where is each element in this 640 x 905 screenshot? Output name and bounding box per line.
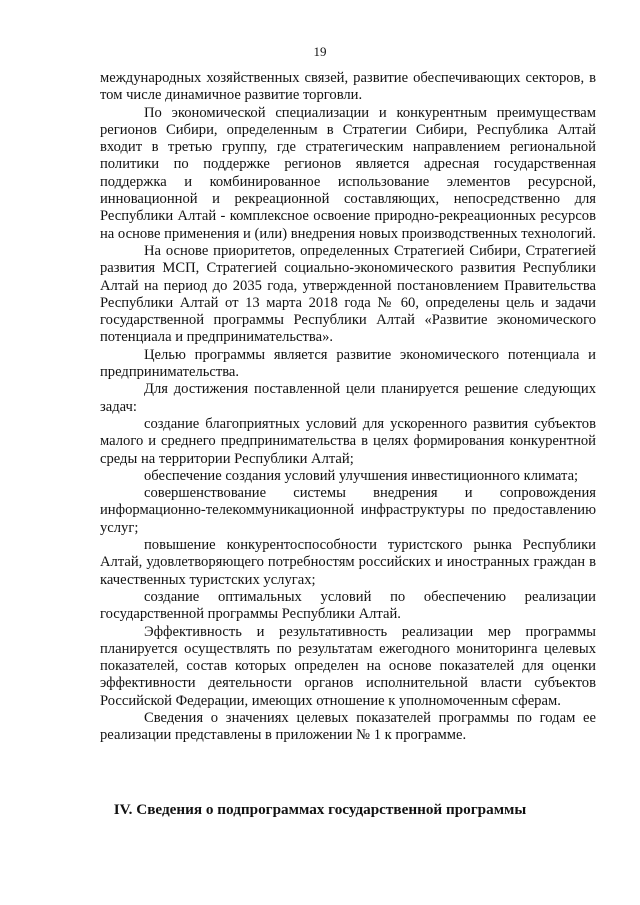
task-item-3: совершенствование системы внедрения и сопровождения информационно-телекоммуникационной инфраструктуры по предоставлению услуг; — [100, 485, 596, 536]
section-heading: IV. Сведения о подпрограммах государственной программы — [113, 801, 527, 818]
paragraph-indicators: Сведения о значениях целевых показателей программы по годам ее реализации представлены в приложении № 1 к программе. — [100, 709, 596, 744]
paragraph-3: На основе приоритетов, определенных Стратегией Сибири, Стратегией развития МСП, Стратегией социально-экономического развития Республики Алтай на период до 2035 года, утвержденной постановлением Правительства Республики Алтай от 13 марта 2018 года № 60, определены цель и задачи государственной программы Республики Алтай «Развитие экономического потенциала и предпринимательства». — [100, 242, 596, 346]
paragraph-1: международных хозяйственных связей, развитие обеспечивающих секторов, в том числе динамичное развитие торговли. — [100, 70, 596, 104]
paragraph-4: Целью программы является развитие экономического потенциала и предпринимательства. — [100, 346, 596, 381]
paragraph-2: По экономической специализации и конкурентным преимуществам регионов Сибири, определенным в Стратегии Сибири, Республика Алтай входит в третью группу, где стратегическим направлением региональной политики по поддержке регионов является адресная государственная поддержка и комбинированное использование элементов ресурсной, инновационной и рекреационной составляющих, непосредственно для Республики Алтай - комплексное освоение природно-рекреационных ресурсов на основе применения и (или) внедрения новых производственных технологий. — [100, 104, 596, 242]
task-item-4: повышение конкурентоспособности туристского рынка Республики Алтай, удовлетворяющего потребностям российских и иностранных граждан в качественных туристских услугах; — [100, 537, 596, 588]
paragraph-5: Для достижения поставленной цели планируется решение следующих задач: — [100, 381, 596, 415]
paragraph-effectiveness: Эффективность и результативность реализации мер программы планируется осуществлять по результатам ежегодного мониторинга целевых показателей, состав которых определен на основе показателей для оценки эффективности деятельности органов исполнительной власти субъектов Российской Федерации, имеющих отношение к уполномоченным сферам. — [100, 623, 596, 709]
task-item-1: создание благоприятных условий для ускоренного развития субъектов малого и среднего предпринимательства в целях формирования конкурентной среды на территории Республики Алтай; — [100, 415, 596, 467]
task-item-2: обеспечение создания условий улучшения инвестиционного климата; — [144, 467, 579, 484]
page-number: 19 — [313, 44, 327, 59]
task-item-5: создание оптимальных условий по обеспечению реализации государственной программы Республики Алтай. — [100, 588, 596, 623]
body-text — [100, 70, 596, 745]
